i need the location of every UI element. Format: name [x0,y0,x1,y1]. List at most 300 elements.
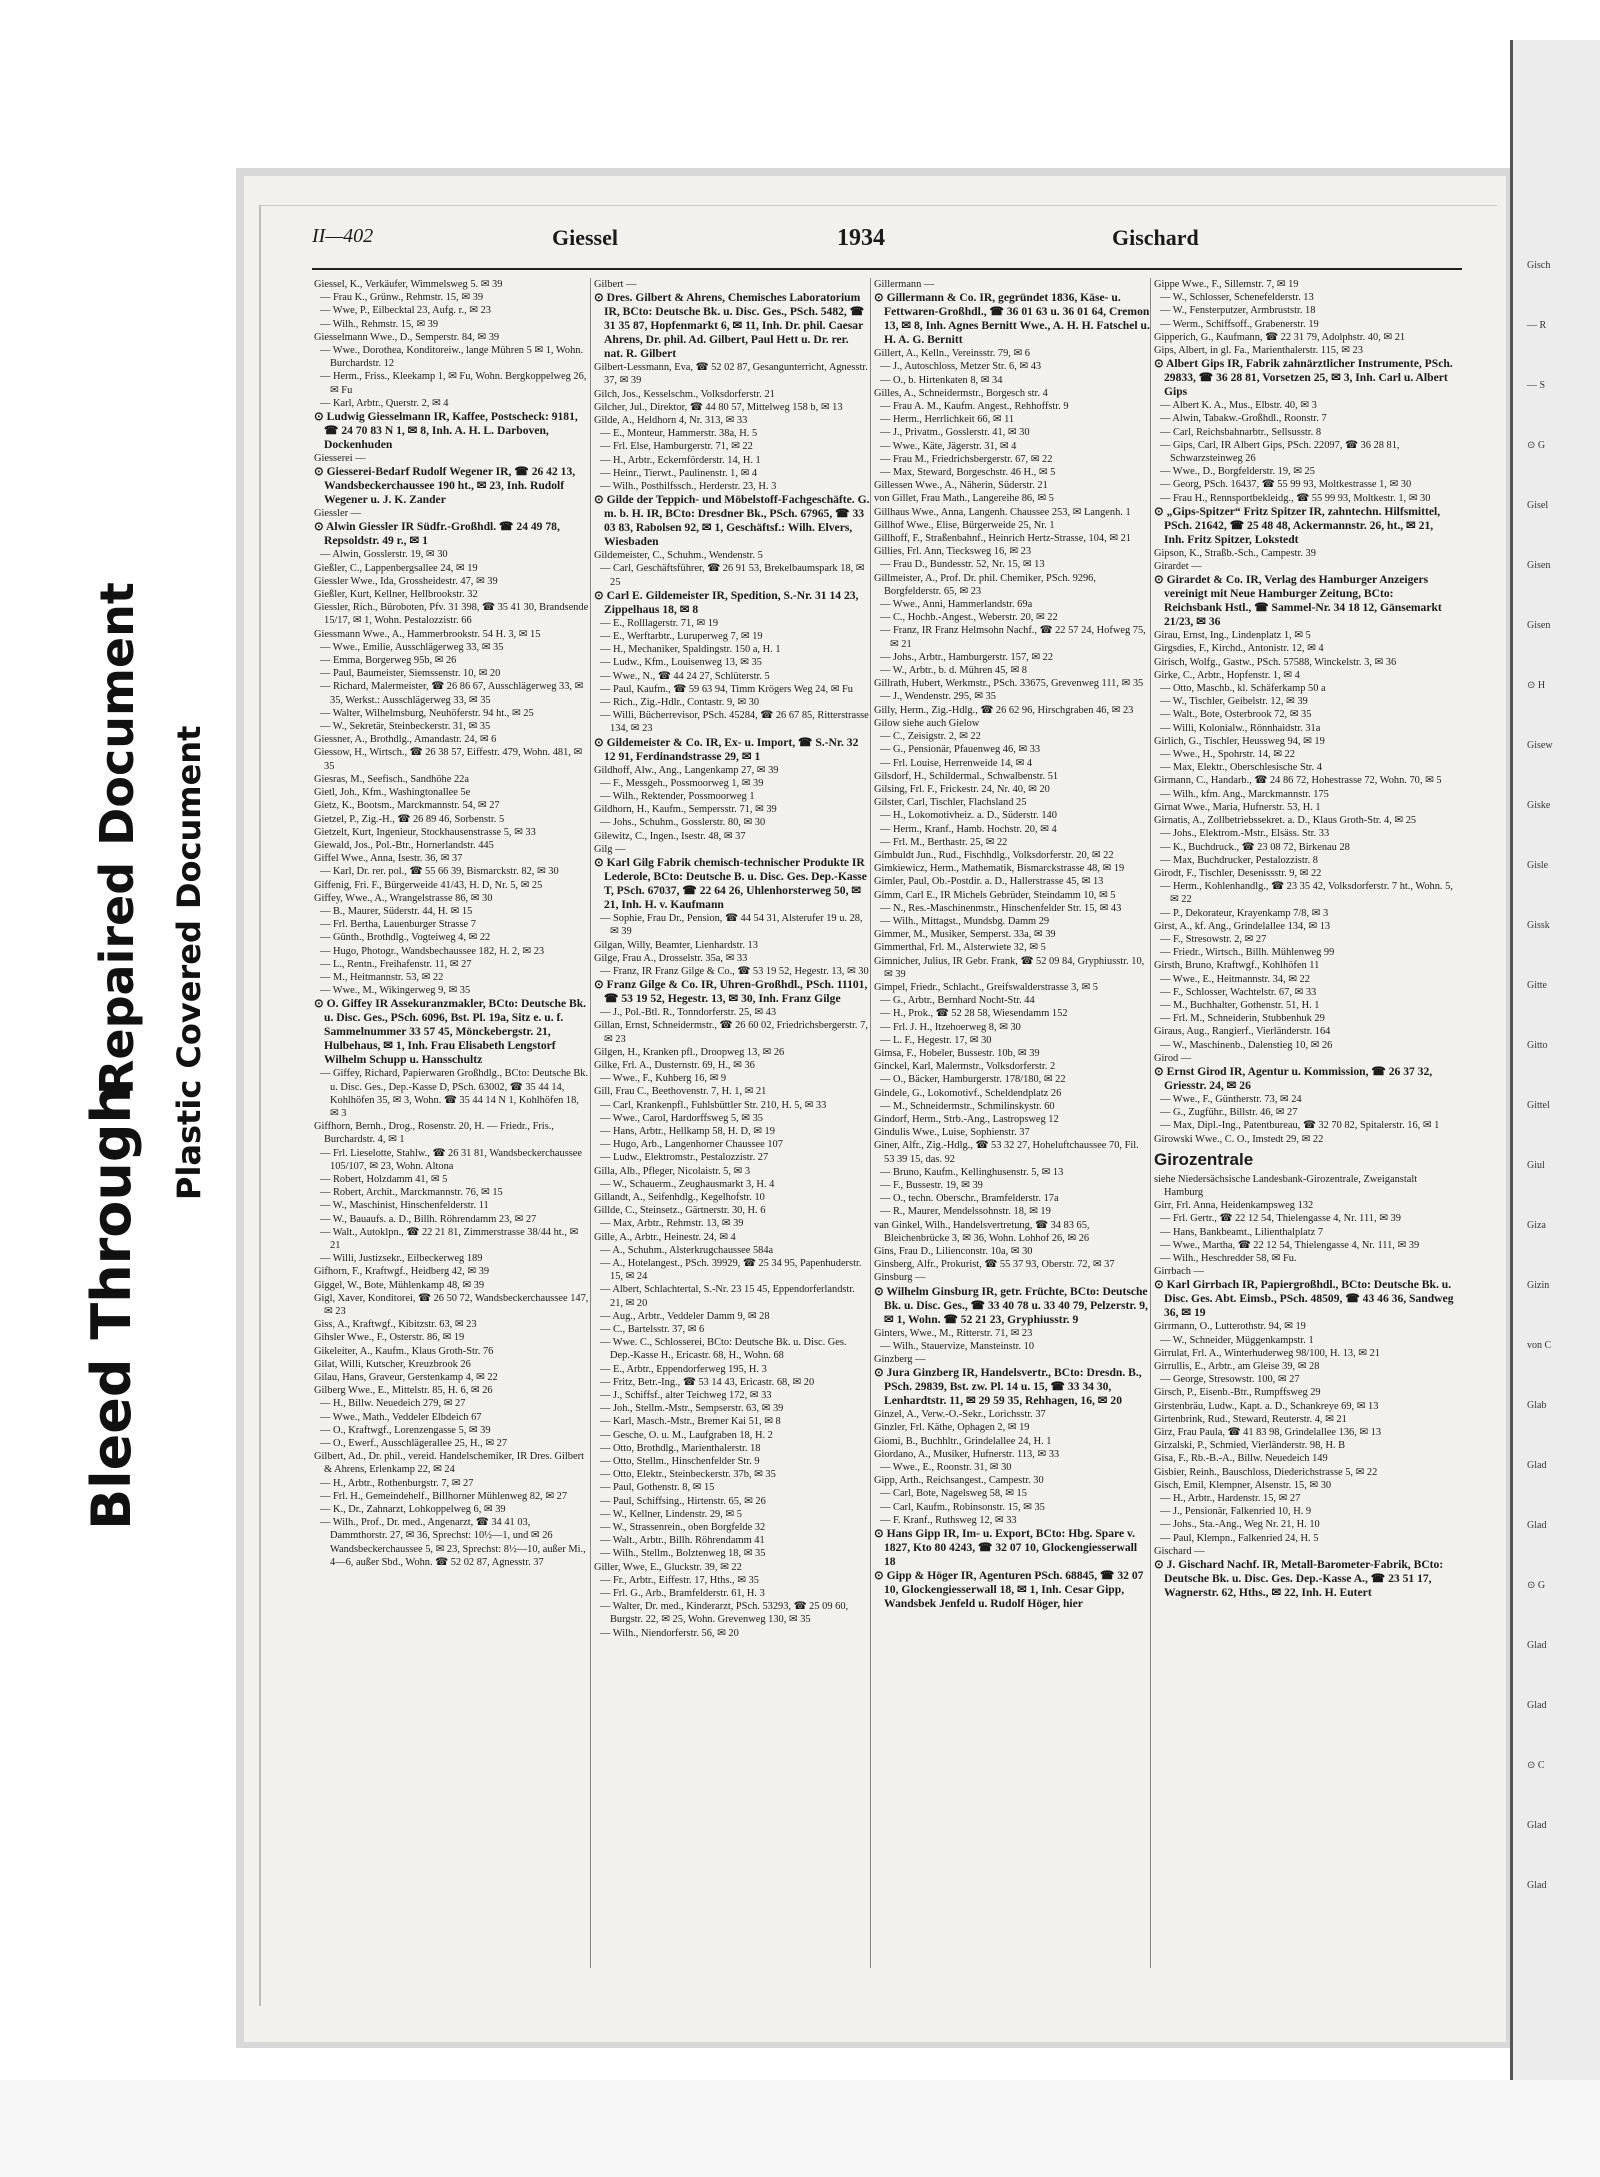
directory-entry: — Frau H., Rennsportbekleidg., ☎ 55 99 93, Moltkestr. 1, ✉ 30 [1160,492,1431,504]
directory-entry: — Max, Arbtr., Rehmstr. 13, ✉ 39 [600,1218,744,1230]
directory-entry: Ginsburg — [874,1272,926,1284]
directory-entry: — G., Pensionär, Pfauenweg 46, ✉ 33 [880,744,1041,756]
directory-entry: Gilgan, Willy, Beamter, Lienhardstr. 13 [594,939,758,951]
directory-entry: Girod — [1154,1052,1192,1064]
directory-entry: — H., Arbtr., Eckernförderstr. 14, H. 1 [600,454,761,466]
adjacent-page-fragment: Glad [1527,1880,1547,1891]
directory-entry: Gimpel, Friedr., Schlacht., Greifswalderstrasse 3, ✉ 5 [874,981,1098,993]
directory-entry: Gildhorn, H., Kaufm., Sempersstr. 71, ✉ 39 [594,804,777,816]
directory-entry: — Karl, Dr. rer. pol., ☎ 55 66 39, Bismarckstr. 82, ✉ 30 [320,866,559,878]
directory-entry: Gihsler Wwe., F., Osterstr. 86, ✉ 19 [314,1332,465,1344]
directory-entry: Giffel Wwe., Anna, Isestr. 36, ✉ 37 [314,853,463,865]
directory-entry: Giraus, Aug., Rangierf., Vierländerstr. 164 [1154,1026,1331,1038]
firm-listing: ⊙ Karl Girrbach IR, Papiergroßhdl., BCto: Deutsche Bk. u. Disc. Ges. Abt. Eimsb., PSch. 48509, ☎ 43 46 36, Sandweg 36, ✉ 19 [1154,1278,1454,1320]
directory-entry: — Wilh., Stellm., Bolztenweg 18, ✉ 35 [600,1548,766,1560]
directory-entry: Gimm, Carl E., IR Michels Gebrüder, Steindamm 10, ✉ 5 [874,889,1116,901]
directory-entry: Gimbuldt Jun., Rud., Fischhdlg., Volksdorferstr. 20, ✉ 22 [874,849,1114,861]
directory-entry: — W., Kellner, Lindenstr. 29, ✉ 5 [600,1508,742,1520]
directory-entry: Girzalski, P., Schmied, Vierländerstr. 98, H. B [1154,1440,1346,1452]
directory-entry: Gilster, Carl, Tischler, Flachsland 25 [874,797,1027,809]
adjacent-page-fragment: Glad [1527,1640,1547,1651]
directory-entry: Gillert, A., Kelln., Vereinsstr. 79, ✉ 6 [874,348,1030,360]
directory-entry: Girnatis, A., Zollbetriebssekret. a. D., Klaus Groth-Str. 4, ✉ 25 [1154,815,1417,827]
top-margin [0,0,1600,50]
directory-entry: Giffenig, Fri. F., Bürgerweide 41/43, H. D, Nr. 5, ✉ 25 [314,879,543,891]
directory-entry: Gilde, A., Heldhorn 4, Nr. 313, ✉ 33 [594,415,748,427]
directory-entry: Girtenbrink, Rud., Steward, Reuterstr. 4, ✉ 21 [1154,1413,1347,1425]
firm-listing: ⊙ Carl E. Gildemeister IR, Spedition, S.-Nr. 31 14 23, Zippelhaus 18, ✉ 8 [594,588,859,616]
header-last-name: Gischard [1112,225,1199,250]
directory-entry: — Willi, Kolonialw., Rönnhaidstr. 31a [1160,722,1321,734]
directory-entry: Gilbert-Lessmann, Eva, ☎ 52 02 87, Gesangunterricht, Agnesstr. 37, ✉ 39 [594,362,868,387]
directory-entry: — W., Strassenrein., oben Borgfelde 32 [600,1522,766,1534]
directory-entry: Giffey, Wwe., A., Wrangelstrasse 86, ✉ 30 [314,892,493,904]
adjacent-page-fragment: ⊙ C [1527,1760,1545,1771]
directory-entry: — Frl. Else, Hamburgerstr. 71, ✉ 22 [600,441,753,453]
directory-entry: Gilberg Wwe., E., Mittelstr. 85, H. 6, ✉ 26 [314,1385,493,1397]
directory-entry: — C., Bartelsstr. 37, ✉ 6 [600,1323,705,1335]
directory-entry: — Willi, Bücherrevisor, PSch. 45284, ☎ 26 67 85, Ritterstrasse 134, ✉ 23 [600,710,869,735]
adjacent-page-fragment: — R [1527,320,1547,331]
directory-entry: — N., Res.-Maschinenmstr., Hinschenfelder Str. 15, ✉ 43 [880,902,1122,914]
directory-entry: — W., Sekretär, Steinbeckerstr. 31, ✉ 35 [320,721,491,733]
directory-entry: Gisch, Emil, Klempner, Alsenstr. 15, ✉ 30 [1154,1479,1332,1491]
directory-entry: — Aug., Arbtr., Veddeler Damm 9, ✉ 28 [600,1310,770,1322]
directory-entry: — J., Autoschloss, Metzer Str. 6, ✉ 43 [880,361,1042,373]
repaired-document-label: Repaired Document [90,582,144,1095]
column-divider [590,278,591,1968]
directory-entry: — W., Tischler, Geibelstr. 12, ✉ 39 [1160,696,1308,708]
directory-entry: — Johs., Schuhm., Gosslerstr. 80, ✉ 30 [600,817,766,829]
directory-entry: — W., Maschinist, Hinschenfelderstr. 11 [320,1200,489,1212]
adjacent-page-fragment: ⊙ G [1527,440,1546,451]
directory-entry: van Ginkel, Wilh., Handelsvertretung, ☎ 34 83 65, Bleichenbrücke 3, ✉ 36, Wohn. Lohhof 26, ✉ 26 [874,1219,1090,1244]
adjacent-page-fragment: Glad [1527,1820,1547,1831]
directory-entry: Girowski Wwe., C. O., Imstedt 29, ✉ 22 [1154,1133,1324,1145]
page-header [312,225,1462,259]
directory-entry: Girrbach — [1154,1266,1204,1278]
directory-entry: — H., Billw. Neuedeich 279, ✉ 27 [320,1398,466,1410]
directory-entry: — Hans, Bankbeamt., Lilienthalplatz 7 [1160,1226,1324,1238]
firm-listing: ⊙ „Gips-Spitzer“ Fritz Spitzer IR, zahntechn. Hilfsmittel, PSch. 21642, ☎ 25 48 48, Ackermannstr. 26, ht., ✉ 21, Inh. Fritz Spitzer, Lokstedt [1154,504,1441,546]
directory-entry: — Wwe., D., Borgfelderstr. 19, ✉ 25 [1160,466,1315,478]
directory-entry: — Frl. Louise, Herrenweide 14, ✉ 4 [880,757,1033,769]
directory-entry: — Wwe., Martha, ☎ 22 12 54, Thielengasse 4, Nr. 111, ✉ 39 [1160,1239,1420,1251]
directory-entry: Girgsdies, F., Kirchd., Antonistr. 12, ✉ 4 [1154,643,1324,655]
directory-entry: — Fr., Arbtr., Eiffestr. 17, Hths., ✉ 35 [600,1574,759,1586]
directory-entry: — R., Maurer, Mendelssohnstr. 18, ✉ 19 [880,1206,1051,1218]
directory-entry: — Wwe., Dorothea, Konditoreiw., lange Mühren 5 ✉ 1, Wohn. Burchardstr. 12 [320,345,584,370]
directory-entry: Giomi, B., Buchhltr., Grindelallee 24, H. 1 [874,1435,1052,1447]
adjacent-page-fragment: Glab [1527,1400,1547,1411]
directory-entry: Girr, Frl. Anna, Heidenkampsweg 132 [1154,1200,1314,1212]
directory-entry: — Robert, Archit., Marckmannstr. 76, ✉ 15 [320,1187,503,1199]
directory-entry: Giessler Wwe., Ida, Grossheidestr. 47, ✉ 39 [314,575,498,587]
adjacent-page-fragment: Gisel [1527,500,1549,511]
directory-entry: Girsth, Bruno, Kraftwgf., Kohlhöfen 11 [1154,960,1320,972]
directory-entry: — Wwe., Käte, Jägerstr. 31, ✉ 4 [880,440,1017,452]
directory-entry: — F., Stresowstr. 2, ✉ 27 [1160,933,1267,945]
directory-entry: Giesras, M., Seefisch., Sandhöhe 22a [314,773,469,785]
directory-entry: — Wwe. C., Schlosserei, BCto: Deutsche Bk. u. Disc. Ges. Dep.-Kasse H., Ericastr. 68, H., Wohn. 68 [600,1337,847,1362]
directory-entry: Gimsa, F., Hobeler, Bussestr. 10b, ✉ 39 [874,1047,1040,1059]
directory-entry: Gillhoff, F., Straßenbahnf., Heinrich Hertz-Strasse, 104, ✉ 21 [874,533,1132,545]
directory-entry: Gindele, G., Lokomotivf., Scheldendplatz 26 [874,1087,1062,1099]
adjacent-page-fragment: Gitto [1527,1040,1548,1051]
directory-entry: — Bruno, Kaufm., Kellinghusenstr. 5, ✉ 13 [880,1166,1064,1178]
directory-entry: — J., Pensionär, Falkenried 10, H. 9 [1160,1506,1312,1518]
directory-entry: — Johs., Arbtr., Hamburgerstr. 157, ✉ 22 [880,651,1054,663]
directory-entry: — Wilh., Niendorferstr. 56, ✉ 20 [600,1627,739,1639]
directory-entry: Girodt, F., Tischler, Desenissstr. 9, ✉ 22 [1154,867,1322,879]
directory-column-4 [1154,278,1454,1968]
directory-entry: — Frl. M., Berthastr. 25, ✉ 22 [880,836,1008,848]
directory-entry: — Georg, PSch. 16437, ☎ 55 99 93, Moltkestrasse 1, ✉ 30 [1160,479,1412,491]
directory-entry: — Alwin, Gosslerstr. 19, ✉ 30 [320,549,448,561]
directory-entry: Gins, Frau D., Lilienconstr. 10a, ✉ 30 [874,1246,1033,1258]
directory-entry: — Wwe., Anni, Hammerlandstr. 69a [880,599,1033,611]
directory-entry: — Paul, Kaufm., ☎ 59 63 94, Timm Krögers Weg 24, ✉ Fu [600,683,853,695]
directory-entry: — Wwe., E., Heitmannstr. 34, ✉ 22 [1160,973,1310,985]
adjacent-page-fragment: Gisch [1527,260,1551,271]
directory-entry: — Günth., Brothdlg., Vogteiweg 4, ✉ 22 [320,932,491,944]
directory-entry: — Hugo, Arb., Langenhorner Chaussee 107 [600,1139,783,1151]
directory-entry: — Wilh., Mittagst., Mundsbg. Damm 29 [880,915,1050,927]
directory-entry: Gilbert, Ad., Dr. phil., vereid. Handelschemiker, IR Dres. Gilbert & Ahrens, Erlenkamp 22, ✉ 24 [314,1451,584,1476]
directory-entry: Giessow, H., Wirtsch., ☎ 26 38 57, Eiffestr. 479, Wohn. 481, ✉ 35 [314,747,583,772]
directory-entry: Gimnicher, Julius, IR Gebr. Frank, ☎ 52 09 84, Gryphiusstr. 10, ✉ 39 [874,955,1145,980]
header-first-name: Giessel [552,225,618,250]
directory-entry: — W., Bauaufs. a. D., Billh. Röhrendamm 23, ✉ 27 [320,1213,537,1225]
directory-entry: — Emma, Borgerweg 95b, ✉ 26 [320,655,457,667]
adjacent-page-fragment: Gisen [1527,620,1551,631]
directory-entry: — Wwe, P., Eilbecktal 23, Aufg. r., ✉ 23 [320,305,491,317]
directory-entry: Gillhof Wwe., Elise, Bürgerweide 25, Nr. 1 [874,519,1055,531]
column-divider [1150,278,1151,1968]
directory-entry: — Walter, Dr. med., Kinderarzt, PSch. 53293, ☎ 25 09 60, Burgstr. 22, ✉ 25, Wohn. Grevenweg 130, ✉ 35 [600,1601,849,1626]
directory-entry: Girstenbräu, Ludw., Kapt. a. D., Schankreye 69, ✉ 13 [1154,1400,1379,1412]
directory-entry: Girrulat, Frl. A., Winterhuderweg 98/100, H. 13, ✉ 21 [1154,1347,1380,1359]
directory-entry: — Herm., Herrlichkeit 66, ✉ 11 [880,414,1015,426]
adjacent-page-fragment: ⊙ H [1527,680,1546,691]
directory-entry: Girmann, C., Handarb., ☎ 24 86 72, Hohestrasse 72, Wohn. 70, ✉ 5 [1154,775,1442,787]
directory-entry: Girrullis, E., Arbtr., am Gleise 39, ✉ 28 [1154,1361,1320,1372]
directory-entry: — Walt., Bote, Osterbrook 72, ✉ 35 [1160,709,1312,721]
directory-entry: Gietzelt, Kurt, Ingenieur, Stockhausenstrasse 5, ✉ 33 [314,826,536,838]
directory-entry: Girst, A., kf. Ang., Grindelallee 134, ✉ 13 [1154,920,1331,932]
adjacent-page-fragment: Giske [1527,800,1551,811]
adjacent-page-fragment: Gizin [1527,1280,1550,1291]
directory-entry: Gilow siehe auch Gielow [874,717,980,729]
directory-entry: — Carl, Reichsbahnarbtr., Sellsusstr. 8 [1160,426,1322,438]
scan-labels-panel [0,170,230,1890]
adjacent-page-edge [1510,40,1600,2080]
adjacent-page-fragment: Glad [1527,1520,1547,1531]
firm-listing: ⊙ Ernst Girod IR, Agentur u. Kommission, ☎ 26 37 32, Griesstr. 24, ✉ 26 [1154,1064,1433,1092]
directory-entry: Girrmann, O., Lutterothstr. 94, ✉ 19 [1154,1321,1306,1333]
directory-entry: Giss, A., Kraftwgf., Kibitzstr. 63, ✉ 23 [314,1319,477,1331]
directory-entry: — Alwin, Tabakw.-Großhdl., Roonstr. 7 [1160,413,1327,425]
firm-listing: ⊙ J. Gischard Nachf. IR, Metall-Barometer-Fabrik, BCto: Deutsche Bk. u. Disc. Ges. Dep.-Kasse A., ☎ 23 51 17, Wagnerstr. 62, Hths., ✉ 22, Inh. H. Eutert [1154,1558,1444,1600]
directory-entry: — M., Buchhalter, Gothenstr. 51, H. 1 [1160,999,1320,1011]
directory-entry: Gisa, F., Rb.-B.-A., Billw. Neuedeich 149 [1154,1453,1328,1465]
directory-entry: — Carl, Kaufm., Robinsonstr. 15, ✉ 35 [880,1501,1045,1513]
directory-entry: — Herm., Kohlenhandlg., ☎ 23 35 42, Volksdorferstr. 7 ht., Wohn. 5, ✉ 22 [1160,881,1453,906]
header-year: 1934 [837,225,885,251]
directory-entry: Gippe Wwe., F., Sillemstr. 7, ✉ 19 [1154,279,1299,290]
directory-entry: — Karl, Arbtr., Querstr. 2, ✉ 4 [320,397,449,409]
firm-listing: ⊙ Franz Gilge & Co. IR, Uhren-Großhdl., PSch. 11101, ☎ 53 19 52, Hegestr. 13, ✉ 30, Inh. Franz Gilge [594,978,868,1006]
directory-entry: — E., Arbtr., Eppendorferweg 195, H. 3 [600,1363,767,1375]
directory-entry: — Max, Dipl.-Ing., Patentbureau, ☎ 32 70 82, Spitalerstr. 16, ✉ 1 [1160,1120,1440,1132]
firm-listing: ⊙ Alwin Giessler IR Südfr.-Großhdl. ☎ 24 49 78, Repsoldstr. 49 r., ✉ 1 [314,520,560,548]
directory-entry: — Wwe., Emilie, Ausschlägerweg 33, ✉ 35 [320,641,504,653]
directory-entry: — Franz, IR Franz Gilge & Co., ☎ 53 19 52, Hegestr. 13, ✉ 30 [600,965,869,977]
firm-listing: ⊙ Girardet & Co. IR, Verlag des Hamburger Anzeigers vereinigt mit Neue Hamburger Zeitung, BCto: Reichsbank Hstl., ☎ Sammel-Nr. 34 18 12, Gänsemarkt 21/23, ✉ 36 [1154,573,1442,629]
directory-entry: — Wilh., Posthilfssch., Herderstr. 23, H. 3 [600,481,777,493]
directory-entry: Giesselmann Wwe., D., Semperstr. 84, ✉ 39 [314,331,500,343]
directory-entry: Giordano, A., Musiker, Hufnerstr. 113, ✉ 33 [874,1448,1060,1460]
directory-entry: — O., b. Hirtenkaten 8, ✉ 34 [880,374,1003,386]
directory-entry: Girke, C., Arbtr., Hopfenstr. 1, ✉ 4 [1154,669,1300,681]
directory-entry: Gilau, Hans, Graveur, Gerstenkamp 4, ✉ 22 [314,1372,498,1384]
directory-entry: — Sophie, Frau Dr., Pension, ☎ 44 54 31, Alsterufer 19 u. 28, ✉ 39 [600,913,863,938]
firm-listing: ⊙ Ludwig Giesselmann IR, Kaffee, Postscheck: 9181, ☎ 24 70 83 N 1, ✉ 8, Inh. A. H. L. Darboven, Dockenhuden [314,410,578,452]
directory-entry: Girau, Ernst, Ing., Lindenplatz 1, ✉ 5 [1154,630,1311,642]
directory-entry: — Joh., Stellm.-Mstr., Sempserstr. 63, ✉ 39 [600,1403,784,1415]
directory-entry: — E., Rolllagerstr. 71, ✉ 19 [600,617,719,629]
directory-entry: — Otto, Stellm., Hinschenfelder Str. 9 [600,1456,760,1468]
directory-entry: Gilcher, Jul., Direktor, ☎ 44 80 57, Mittelweg 158 b, ✉ 13 [594,401,843,413]
directory-entry: Girisch, Wolfg., Gastw., PSch. 57588, Winckelstr. 3, ✉ 36 [1154,656,1397,668]
directory-entry: — L., Rentn., Freihafenstr. 11, ✉ 27 [320,958,472,970]
directory-entry: — Frl. M., Schneiderin, Stubbenhuk 29 [1160,1013,1325,1025]
directory-entry: — O., Ewerf., Ausschlägerallee 25, H., ✉ 27 [320,1438,508,1450]
directory-entry: Gillrath, Hubert, Werkmstr., PSch. 33675, Grevenweg 111, ✉ 35 [874,678,1144,690]
directory-entry: — W., Schlosser, Schenefelderstr. 13 [1160,292,1314,304]
directory-entry: Giffhorn, Bernh., Drog., Rosenstr. 20, H. — Friedr., Fris., Burchardstr. 4, ✉ 1 [314,1121,554,1146]
firm-listing: ⊙ Hans Gipp IR, Im- u. Export, BCto: Hbg. Spare v. 1827, Kto 80 4243, ☎ 32 07 10, Glockengiesserwall 18 [874,1527,1138,1569]
directory-entry: Gießler, Kurt, Kellner, Hellbrookstr. 32 [314,589,478,601]
directory-entry: Gilla, Alb., Pfleger, Nicolaistr. 5, ✉ 3 [594,1165,751,1177]
bleed-through-label: Bleed Through [80,1085,143,1530]
directory-entry: — Wwe., E., Roonstr. 31, ✉ 30 [880,1462,1012,1474]
adjacent-page-fragment: Giza [1527,1220,1546,1231]
directory-entry: — Walter, Wilhelmsburg, Neuhöferstr. 94 ht., ✉ 25 [320,707,534,719]
directory-entry: — W., Schneider, Müggenkampstr. 1 [1160,1334,1314,1346]
directory-entry: Gilsdorf, H., Schildermal., Schwalbenstr. 51 [874,770,1059,782]
directory-entry: — Wilh., Rehmstr. 15, ✉ 39 [320,318,439,330]
directory-entry: — L. F., Hegestr. 17, ✉ 30 [880,1034,992,1046]
directory-entry: — Frl. Gertr., ☎ 22 12 54, Thielengasse 4, Nr. 111, ✉ 39 [1160,1213,1401,1225]
directory-entry: Gipp, Arth., Reichsangest., Campestr. 30 [874,1475,1044,1487]
firm-listing: ⊙ Gildemeister & Co. IR, Ex- u. Import, ☎ S.-Nr. 32 12 91, Ferdinandstrasse 29, ✉ 1 [594,735,859,763]
directory-entry: — Heinr., Tierwt., Paulinenstr. 1, ✉ 4 [600,467,758,479]
directory-entry: Giessler — [314,508,362,520]
directory-entry: — Ludw., Elektromstr., Pestalozzistr. 27 [600,1152,769,1164]
directory-entry: Gips, Albert, in gl. Fa., Marienthalerstr. 115, ✉ 23 [1154,345,1363,357]
directory-entry: — K., Buchdruck., ☎ 23 08 72, Birkenau 28 [1160,841,1350,853]
directory-entry: — Wwe., F., Kuhberg 16, ✉ 9 [600,1073,727,1085]
directory-entry: — W., Fensterputzer, Armbruststr. 18 [1160,305,1316,317]
adjacent-page-fragment: Gisew [1527,740,1553,751]
directory-entry: — E., Monteur, Hammerstr. 38a, H. 5 [600,428,758,440]
directory-entry: Giller, Wwe, E., Gluckstr. 39, ✉ 22 [594,1561,742,1573]
directory-entry: — Paul, Gothenstr. 8, ✉ 15 [600,1482,715,1494]
directory-entry: — Ludw., Kfm., Louisenweg 13, ✉ 35 [600,657,762,669]
bottom-margin [0,2080,1600,2177]
directory-entry: Gimkiewicz, Herm., Mathematik, Bismarckstrasse 48, ✉ 19 [874,863,1125,875]
directory-entry: Gigl, Xaver, Konditorei, ☎ 26 50 72, Wandsbeckerchaussee 147, ✉ 23 [314,1292,589,1317]
directory-entry: — G., Arbtr., Bernhard Nocht-Str. 44 [880,995,1035,1007]
firm-listing: ⊙ Gipp & Höger IR, Agenturen PSch. 68845, ☎ 32 07 10, Glockengiesserwall 18, ✉ 1, Inh. Cesar Gipp, Wandsbek Jenfeld u. Rudolf Höger, hier [874,1569,1144,1611]
directory-entry: — Wwe., H., Spohrstr. 14, ✉ 22 [1160,749,1295,761]
directory-entry: — Carl, Krankenpfl., Fuhlsbüttler Str. 210, H. 5, ✉ 33 [600,1099,827,1111]
directory-entry: — J., Wendenstr. 295, ✉ 35 [880,691,996,703]
directory-entry: Girnat Wwe., Maria, Hufnerstr. 53, H. 1 [1154,801,1321,813]
directory-entry: Gietl, Joh., Kfm., Washingtonallee 5e [314,787,471,799]
directory-entry: — C., Zeisigstr. 2, ✉ 22 [880,731,981,743]
directory-entry: — Werm., Schiffsoff., Grabenerstr. 19 [1160,318,1319,330]
directory-entry: — W., Arbtr., b. d. Mühren 45, ✉ 8 [880,665,1027,677]
page-number: II—402 [312,225,374,247]
directory-entry: — Otto, Elektr., Steinbeckerstr. 37b, ✉ 35 [600,1469,776,1481]
directory-entry: — Friedr., Wirtsch., Billh. Mühlenweg 99 [1160,947,1335,959]
firm-listing: ⊙ Dres. Gilbert & Ahrens, Chemisches Laboratorium IR, BCto: Deutsche Bk. u. Disc. Ges., PSch. 5482, ☎ 31 35 87, Hopfenmarkt 6, ✉ 11, Inh. Dr. phil. Caesar Ahrens, Dr. phil. Ad. Gilbert, Paul Hett u. Dr. rer. nat. R. Gilbert [594,291,865,361]
directory-entry: — Hans, Arbtr., Hellkamp 58, H. D, ✉ 19 [600,1125,775,1137]
firm-listing: ⊙ Giesserei-Bedarf Rudolf Wegener IR, ☎ 26 42 13, Wandsbeckerchaussee 190 ht., ✉ 23, Inh. Rudolf Wegener u. J. K. Zander [314,465,576,507]
adjacent-page-fragment: — S [1527,380,1546,391]
directory-entry: Gillde, C., Steinsetz., Gärtnerstr. 30, H. 6 [594,1205,766,1217]
directory-entry: — Paul, Klempn., Falkenried 24, H. 5 [1160,1532,1319,1544]
directory-entry: — Karl, Masch.-Mstr., Bremer Kai 51, ✉ 8 [600,1416,781,1428]
directory-entry: — Carl, Bote, Nagelsweg 58, ✉ 15 [880,1488,1027,1500]
directory-entry: — Max, Steward, Borgeschstr. 46 H., ✉ 5 [880,467,1056,479]
directory-entry: — Johs., Elektrom.-Mstr., Elsäss. Str. 33 [1160,828,1330,840]
directory-entry: Gischard — [1154,1545,1205,1557]
directory-entry: Giewald, Jos., Pol.-Btr., Hornerlandstr. 445 [314,839,494,851]
directory-entry: Gille, A., Arbtr., Heinestr. 24, ✉ 4 [594,1231,736,1243]
directory-entry: — F., Bussestr. 19, ✉ 39 [880,1180,983,1191]
directory-entry: — Robert, Holzdamm 41, ✉ 5 [320,1173,448,1185]
directory-column-3 [874,278,1150,1968]
directory-entry: — Wilh., Heschredder 58, ✉ Fu. [1160,1252,1297,1264]
firm-listing: ⊙ Jura Ginzberg IR, Handelsvertr., BCto: Dresdn. B., PSch. 29839, Bst. zw. Pl. 14 u. 15, ☎ 33 34 30, Lenhardtstr. 11, ✉ 29 59 35, Rehhagen, 16, ✉ 20 [874,1366,1142,1408]
directory-entry: Gildemeister, C., Schuhm., Wendenstr. 5 [594,550,763,562]
adjacent-page-fragment: Glad [1527,1460,1547,1471]
directory-entry: Gimmerthal, Frl. M., Alsterwiete 32, ✉ 5 [874,942,1046,954]
directory-entry: — M., Heitmannstr. 53, ✉ 22 [320,971,444,983]
directory-entry: — G., Zugführ., Billstr. 46, ✉ 27 [1160,1107,1298,1119]
directory-entry: Gimler, Paul, Ob.-Postdir. a. D., Hallerstrasse 45, ✉ 13 [874,876,1104,888]
directory-entry: — Otto, Maschb., kl. Schäferkamp 50 a [1160,683,1326,695]
directory-entry: Gilke, Frl. A., Dusternstr. 69, H., ✉ 36 [594,1059,755,1071]
directory-entry: — B., Maurer, Süderstr. 44, H. ✉ 15 [320,905,473,917]
adjacent-page-fragment: Gitte [1527,980,1547,991]
directory-entry: von Gillet, Frau Math., Langereihe 86, ✉ 5 [874,493,1054,505]
directory-entry: — Frau A. M., Kaufm. Angest., Rehhoffstr. 9 [880,401,1069,413]
directory-entry: Gilsing, Frl. F., Frickestr. 24, Nr. 40, ✉ 20 [874,783,1050,795]
directory-entry: Ginckel, Karl, Malermstr., Volksdorferstr. 2 [874,1061,1056,1073]
directory-entry: — Frau M., Friedrichsbergerstr. 67, ✉ 22 [880,453,1053,465]
directory-entry: Girardet — [1154,561,1202,573]
directory-entry: Gillies, Frl. Ann, Tiecksweg 16, ✉ 23 [874,546,1032,558]
directory-entry: Ginzler, Frl. Käthe, Ophagen 2, ✉ 19 [874,1422,1030,1434]
directory-entry: — Otto, Brothdlg., Marienthalerstr. 18 [600,1442,761,1454]
directory-entry: — P., Dekorateur, Krayenkamp 7/8, ✉ 3 [1160,907,1329,919]
directory-entry: — Hugo, Photogr., Wandsbechaussee 182, H. 2, ✉ 23 [320,945,545,957]
directory-entry: Ginzberg — [874,1354,926,1366]
directory-entry: Gifhorn, F., Kraftwgf., Heidberg 42, ✉ 39 [314,1266,490,1278]
directory-entry: Gilles, A., Schneidermstr., Borgesch str. 4 [874,387,1048,399]
directory-entry: — George, Stresowstr. 100, ✉ 27 [1160,1374,1300,1386]
directory-entry: Gillan, Ernst, Schneidermstr., ☎ 26 60 02, Friedrichsbergerstr. 7, ✉ 23 [594,1020,868,1045]
directory-entry: Gillermann — [874,279,935,290]
directory-entry: — Johs., Sta.-Ang., Weg Nr. 21, H. 10 [1160,1519,1320,1531]
directory-entry: Giessler, Rich., Büroboten, Pfv. 31 398, ☎ 35 41 30, Brandsende 15/17, ✉ 1, Wohn. Pestalozzistr. 66 [314,602,589,627]
directory-entry: Gipson, K., Straßb.-Sch., Campestr. 39 [1154,547,1316,559]
directory-entry: — W., Maschinenb., Dalenstieg 10, ✉ 26 [1160,1039,1333,1051]
directory-entry: Gilge, Frau A., Drosselstr. 35a, ✉ 33 [594,952,748,964]
directory-entry: Gilewitz, C., Ingen., Isestr. 48, ✉ 37 [594,830,746,842]
directory-entry: — Gesche, O. u. M., Laufgraben 18, H. 2 [600,1429,773,1441]
directory-entry: — H., Arbtr., Rothenburgstr. 7, ✉ 27 [320,1477,474,1489]
directory-entry: — A., Hotelangest., PSch. 39929, ☎ 25 34 95, Papenhuderstr. 15, ✉ 24 [600,1257,862,1283]
directory-entry: — Albert, Schlachtertal, S.-Nr. 23 15 45, Eppendorferlandstr. 21, ✉ 20 [600,1284,855,1309]
directory-entry: — Wilh., Rektender, Possmoorweg 1 [600,791,755,803]
directory-entry: Girlich, G., Tischler, Heussweg 94, ✉ 19 [1154,735,1325,747]
directory-entry: — Wwe., Math., Veddeler Elbdeich 67 [320,1411,482,1423]
directory-entry: — M., Schneidermstr., Schmilinskystr. 60 [880,1100,1055,1112]
directory-entry: Gillessen Wwe., A., Näherin, Süderstr. 21 [874,480,1048,492]
header-rule [312,268,1462,270]
directory-entry: — Wwe., M., Wikingerweg 9, ✉ 35 [320,985,471,997]
directory-entry: — Albert K. A., Mus., Elbstr. 40, ✉ 3 [1160,400,1317,412]
directory-entry: — F. Kranf., Ruthsweg 12, ✉ 33 [880,1514,1017,1526]
directory-entry: siehe Niedersächsische Landesbank-Girozentrale, Zweiganstalt Hamburg [1154,1173,1418,1198]
directory-entry: Gilgen, H., Kranken pfl., Droopweg 13, ✉ 26 [594,1046,785,1058]
firm-listing: ⊙ Wilhelm Ginsburg IR, getr. Früchte, BCto: Deutsche Bk. u. Disc. Ges., ☎ 33 40 78 u. 33 40 79, Pelzerstr. 9, ✉ 1, Wohn. ☎ 52 21 23, Gryphiusstr. 9 [874,1284,1148,1326]
directory-entry: Gietz, K., Bootsm., Marckmannstr. 54, ✉ 27 [314,800,500,812]
directory-entry: — Herm., Kranf., Hamb. Hochstr. 20, ✉ 4 [880,823,1057,835]
directory-entry: — O., Bäcker, Hamburgerstr. 178/180, ✉ 22 [880,1074,1066,1086]
directory-entry: Gießler, C., Lappenbergsallee 24, ✉ 19 [314,562,478,574]
adjacent-page-fragment: Gittel [1527,1100,1550,1111]
directory-entry: — Richard, Malermeister, ☎ 26 86 67, Ausschlägerweg 33, ✉ 35, Werkst.: Ausschlägerweg 33, ✉ 35 [320,681,584,706]
directory-entry: — Walt., Arbtr., Billh. Röhrendamm 41 [600,1535,765,1547]
directory-entry: — Frl. J. H., Itzehoerweg 8, ✉ 30 [880,1021,1021,1033]
directory-entry: — Paul, Baumeister, Siemssenstr. 10, ✉ 20 [320,668,501,680]
directory-entry: Gietzel, P., Zig.-H., ☎ 26 89 46, Sorbenstr. 5 [314,813,505,825]
directory-entry: Gimmer, M., Musiker, Semperst. 33a, ✉ 39 [874,929,1056,941]
directory-entry: Gilch, Jos., Kesselschm., Volksdorferstr. 21 [594,388,775,400]
directory-entry: — Willi, Justizsekr., Eilbeckerweg 189 [320,1253,483,1265]
directory-entry: — Max, Buchdrucker, Pestalozzistr. 8 [1160,854,1319,866]
directory-entry: — W., Schauerm., Zeughausmarkt 3, H. 4 [600,1178,775,1190]
directory-entry: — O., techn. Oberschr., Bramfelderstr. 17a [880,1193,1059,1205]
directory-entry: — Walt., Autoklpn., ☎ 22 21 81, Zimmerstrasse 38/44 ht., ✉ 21 [320,1226,579,1251]
directory-entry: Gilg — [594,843,626,855]
directory-entry: Giggel, W., Bote, Mühlenkamp 48, ✉ 39 [314,1279,485,1291]
directory-entry: — Rich., Zig.-Hdlr., Contastr. 9, ✉ 30 [600,697,760,709]
directory-entry: Giessner, A., Brothdlg., Amandastr. 24, ✉ 6 [314,734,497,746]
firm-listing: ⊙ Albert Gips IR, Fabrik zahnärztlicher Instrumente, PSch. 29833, ☎ 36 28 81, Vorsetzen 25, ✉ 3, Inh. Carl u. Albert Gips [1154,357,1453,399]
directory-entry: Gindulis Wwe., Luise, Sophienstr. 37 [874,1127,1030,1139]
directory-entry: — A., Schuhm., Alsterkrugchaussee 584a [600,1244,774,1256]
directory-entry: Girz, Frau Paula, ☎ 41 83 98, Grindelallee 136, ✉ 13 [1154,1427,1382,1439]
directory-entry: — Frl. H., Gemeindehelf., Billhorner Mühlenweg 82, ✉ 27 [320,1490,568,1502]
directory-entry: Gillmeister, A., Prof. Dr. phil. Chemiker, PSch. 9296, Borgfelderstr. 65, ✉ 23 [874,572,1096,597]
